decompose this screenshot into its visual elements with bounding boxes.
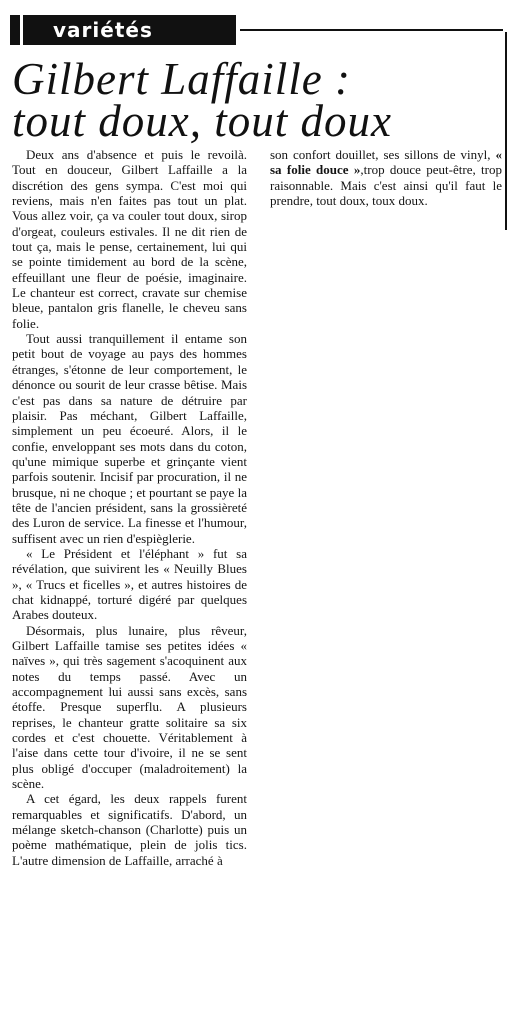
headline-line-1: Gilbert Laffaille : (12, 54, 351, 104)
quoted-title: « sa folie douce » (270, 147, 502, 178)
text-run: son confort douillet, ses sillons de vinyl, (270, 147, 496, 162)
text-run: ,trop douce peut-être, trop raisonnable. Mais c'est ainsi qu'il faut le prendre, tout doux, toux doux. (270, 162, 502, 209)
section-rule (240, 29, 503, 31)
right-column (270, 147, 502, 208)
section-marker (10, 15, 20, 45)
paragraph (270, 147, 502, 208)
headline (12, 54, 507, 146)
left-column (12, 147, 247, 868)
paragraph: A cet égard, les deux rappels furent remarquables et significatifs. D'abord, un mélange sketch-chanson (Charlotte) puis un poème mathématique, plein de jolis tics. L'autre dimension de Laffaille, arraché à (12, 791, 247, 868)
paragraph: Tout aussi tranquillement il entame son petit bout de voyage au pays des hommes étranges, s'étonne de leur comportement, le dénonce ou sourit de leur crasse bêtise. Mais c'est pas dans sa nature de détruire par plaisir. Pas méchant, Gilbert Laffaille, simplement un peu écoeuré. Alors, il le confie, enveloppant ses mots dans du coton, qu'une mimique superbe et grinçante vient parfois soutenir. Incisif par procuration, il ne brusque, ni ne choque ; et pourtant se paye la tête de l'ancien président, sans la grossièreté des Luron de service. La finesse et l'humour, suffisent avec un rien d'espièglerie. (12, 331, 247, 546)
section-label: variétés (23, 15, 236, 45)
paragraph: Désormais, plus lunaire, plus rêveur, Gilbert Laffaille tamise ses petites idées « naïves », qui très sagement s'acoquinent aux notes du temps passé. Avec un accompagnement lui aussi sans excès, sans étoffe. Presque superflu. A plusieurs reprises, le chanteur gratte solitaire sa six cordes et c'est chouette. Véritablement à l'aise dans cette tour d'ivoire, il ne se sent plus obligé d'occuper (maladroitement) la scène. (12, 622, 247, 792)
headline-line-2: tout doux, tout doux (12, 96, 392, 146)
paragraph: « Le Président et l'éléphant » fut sa révélation, que suivirent les « Neuilly Blues », « Trucs et ficelles », et autres histoires de chat kidnappé, torturé digéré par quelques Arabes douteux. (12, 545, 247, 623)
paragraph: Deux ans d'absence et puis le revoilà. Tout en douceur, Gilbert Laffaille a la discrétion des gens sympa. C'est moi qui reviens, mais n'en faites pas tout un plat. Vous allez voir, ça va couler tout doux, sirop d'orgeat, couleurs estivales. Il ne dit rien de tout ça, mais le pense, certainement, lui qui se pointe timidement au bord de la scène, effeuillant une fleur de poésie, imaginaire. Le chanteur est correct, cravate sur chemise bleue, pantalon gris flanelle, le cheveu sans folie. (12, 147, 247, 331)
